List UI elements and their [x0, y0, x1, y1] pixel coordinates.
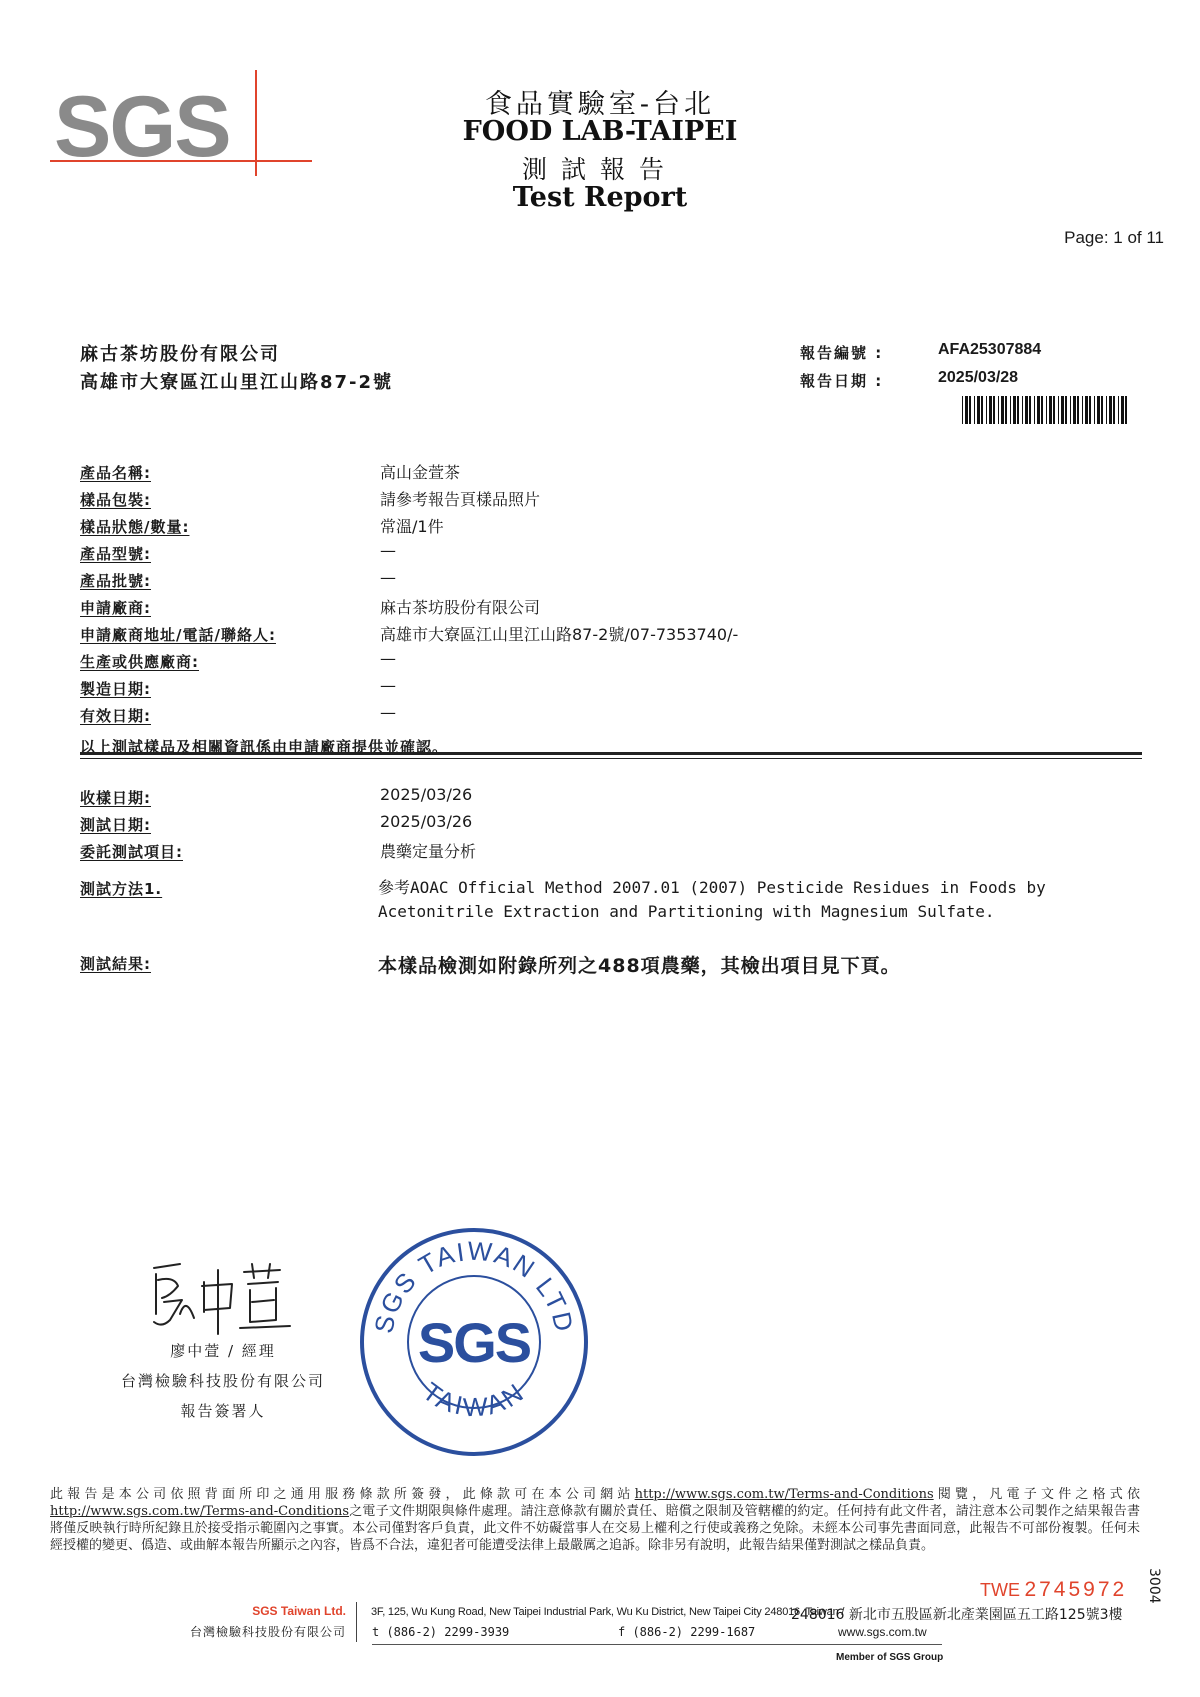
barcode-bar: [1070, 396, 1071, 424]
barcode-bar: [998, 396, 999, 424]
disclaimer-text: 閱覽，凡電子文件之格式依: [933, 1487, 1140, 1502]
field-label-expiry-date: 有效日期:: [80, 707, 151, 725]
barcode-bar: [1017, 396, 1019, 424]
footer-divider: [356, 1602, 357, 1642]
field-value-sample-state: 常溫/1件: [380, 517, 444, 536]
field-value-mfg-date: —: [380, 676, 396, 695]
footer-fax: f (886-2) 2299-1687: [618, 1625, 756, 1639]
section-divider: [80, 752, 1142, 755]
barcode-bar: [1010, 396, 1011, 424]
side-number: 3004: [1146, 1568, 1162, 1604]
barcode-bar: [1022, 396, 1023, 424]
field-value-test-item: 農藥定量分析: [380, 842, 477, 861]
section-divider-thin: [80, 758, 1142, 759]
barcode: [962, 396, 1132, 424]
disclaimer: [50, 1486, 1140, 1554]
field-label-received-date: 收樣日期:: [80, 789, 151, 807]
barcode-bar: [977, 396, 980, 424]
barcode-bar: [1065, 396, 1067, 424]
field-value-manufacturer: —: [380, 649, 396, 668]
barcode-bar: [1053, 396, 1055, 424]
barcode-bar: [1025, 396, 1028, 424]
barcode-bar: [1082, 396, 1083, 424]
barcode-bar: [1029, 396, 1031, 424]
barcode-bar: [1049, 396, 1052, 424]
field-value-test-result: 本樣品檢測如附錄所列之488項農藥，其檢出項目見下頁。: [378, 955, 901, 977]
field-value-test-method: 參考AOAC Official Method 2007.01 (2007) Pesticide Residues in Foods by Acetonitrile Extraction and Partitioning with Magnesium Sulfate.: [378, 878, 1046, 921]
footer-member: Member of SGS Group: [836, 1652, 944, 1663]
report-date-label: 報告日期 :: [800, 372, 884, 390]
field-label-packaging: 樣品包裝:: [80, 491, 151, 509]
barcode-bar: [1037, 396, 1040, 424]
signatory-role: 報告簽署人: [180, 1402, 266, 1420]
footer-phone: t (886-2) 2299-3939: [372, 1625, 510, 1639]
sgs-taiwan-seal: [358, 1226, 590, 1458]
seal-center-text: SGS: [417, 1311, 531, 1374]
barcode-bar: [1109, 396, 1112, 424]
serial-prefix: TWE: [980, 1580, 1020, 1600]
barcode-bar: [1106, 396, 1107, 424]
report-date: 2025/03/28: [938, 369, 1019, 386]
barcode-bar: [1121, 396, 1124, 424]
barcode-bar: [1094, 396, 1095, 424]
sgs-logo-text: SGS: [54, 79, 230, 175]
field-label-product-name: 產品名稱:: [80, 464, 151, 482]
field-value-expiry-date: —: [380, 703, 396, 722]
report-number: AFA25307884: [938, 341, 1042, 358]
field-label-sample-state: 樣品狀態/數量:: [80, 518, 190, 536]
footer-rule: [372, 1644, 942, 1645]
field-value-packaging: 請參考報告頁樣品照片: [380, 490, 541, 509]
confirmation-note: 以上測試樣品及相關資訊係由申請廠商提供並確認。: [80, 738, 449, 756]
footer-company-en: SGS Taiwan Ltd.: [252, 1604, 346, 1618]
footer-website[interactable]: www.sgs.com.tw: [838, 1625, 927, 1639]
barcode-bar: [1041, 396, 1043, 424]
field-label-applicant-contact: 申請廠商地址/電話/聯絡人:: [80, 626, 276, 644]
client-name: 麻古茶坊股份有限公司: [80, 344, 280, 365]
field-label-test-date: 測試日期:: [80, 816, 151, 834]
svg-text:TAIWAN: [417, 1376, 531, 1422]
barcode-bar: [1046, 396, 1047, 424]
seal-bottom-text: TAIWAN: [417, 1375, 531, 1423]
field-value-batch: —: [380, 568, 396, 587]
field-label-test-result: 測試結果:: [80, 955, 151, 973]
barcode-bar: [965, 396, 968, 424]
serial-number: [980, 1578, 1127, 1602]
terms-link-2[interactable]: http://www.sgs.com.tw/Terms-and-Conditions: [50, 1504, 350, 1519]
signatory-company: 台灣檢驗科技股份有限公司: [120, 1372, 325, 1390]
footer-address-zh: 248016 新北市五股區新北產業園區五工路125號3樓: [791, 1607, 1123, 1623]
field-label-test-item: 委託測試項目:: [80, 843, 183, 861]
barcode-bar: [1125, 396, 1127, 424]
disclaimer-text: 之電子文件期限與條件處理。請注意條款有關於責任、賠償之限制及管轄權的約定。任何持有此文件者，請注意本公司製作之結果報告書將僅反映執行時所紀錄且於接受指示範圍內之事實。本公司僅對客戶負責，此文件不妨礙當事人在交易上權利之行使或義務之免除。未經本公司事先書面同意，此報告不可部份複製。任何未經授權的變更、僞造、或曲解本報告所顯示之內容，皆爲不合法，違犯者可能遭受法律上最嚴厲之追訴。除非另有說明，此報告結果僅對測試之樣品負責。: [50, 1504, 1140, 1553]
barcode-bar: [1058, 396, 1059, 424]
page-number: Page: 1 of 11: [1064, 228, 1164, 247]
serial-digits: 2745972: [1024, 1578, 1128, 1601]
barcode-bar: [981, 396, 983, 424]
barcode-bar: [1073, 396, 1076, 424]
barcode-bar: [969, 396, 971, 424]
lab-title-en: FOOD LAB-TAIPEI: [462, 116, 738, 147]
barcode-bar: [1001, 396, 1004, 424]
barcode-bar: [993, 396, 995, 424]
report-title-zh: 測試報告: [521, 155, 678, 184]
lab-title-zh: 食品實驗室-台北: [484, 89, 716, 120]
field-value-product-name: 高山金萱茶: [380, 463, 461, 482]
barcode-bar: [1097, 396, 1100, 424]
field-value-model: —: [380, 541, 396, 560]
field-value-applicant-contact: 高雄市大寮區江山里江山路87-2號/07-7353740/-: [380, 625, 739, 644]
field-label-batch: 產品批號:: [80, 572, 151, 590]
barcode-bar: [1085, 396, 1088, 424]
field-label-mfg-date: 製造日期:: [80, 680, 151, 698]
field-label-applicant: 申請廠商:: [80, 599, 151, 617]
barcode-bar: [974, 396, 975, 424]
barcode-bar: [1113, 396, 1115, 424]
barcode-bar: [1013, 396, 1016, 424]
barcode-bar: [986, 396, 987, 424]
field-value-received-date: 2025/03/26: [380, 785, 473, 804]
field-label-test-method: 測試方法1.: [80, 880, 163, 898]
barcode-bar: [1034, 396, 1035, 424]
barcode-bar: [1101, 396, 1103, 424]
footer-address-en: 3F, 125, Wu Kung Road, New Taipei Industrial Park, Wu Ku District, New Taipei City 248016, Taiwan /: [371, 1606, 845, 1618]
barcode-bar: [1118, 396, 1119, 424]
field-label-model: 產品型號:: [80, 545, 151, 563]
client-address: 高雄市大寮區江山里江山路87-2號: [80, 372, 394, 393]
barcode-bar: [1077, 396, 1079, 424]
barcode-bar: [962, 396, 963, 424]
field-value-applicant: 麻古茶坊股份有限公司: [380, 598, 541, 617]
barcode-bar: [1061, 396, 1064, 424]
seal-top-text: SGS TAIWAN LTD: [368, 1235, 580, 1336]
barcode-bar: [989, 396, 992, 424]
field-value-test-date: 2025/03/26: [380, 812, 473, 831]
handwritten-signature: [140, 1256, 300, 1336]
footer-company-zh: 台灣檢驗科技股份有限公司: [189, 1625, 346, 1639]
report-number-label: 報告編號 :: [800, 344, 884, 362]
disclaimer-text: 此報告是本公司依照背面所印之通用服務條款所簽發，此條款可在本公司網站: [50, 1487, 635, 1502]
sgs-logo: [50, 70, 312, 176]
terms-link[interactable]: http://www.sgs.com.tw/Terms-and-Conditions: [634, 1487, 934, 1502]
report-title-en: Test Report: [512, 182, 688, 213]
barcode-bar: [1089, 396, 1091, 424]
field-label-manufacturer: 生產或供應廠商:: [80, 653, 199, 671]
signatory-name: 廖中萱 / 經理: [170, 1342, 276, 1360]
barcode-bar: [1005, 396, 1007, 424]
